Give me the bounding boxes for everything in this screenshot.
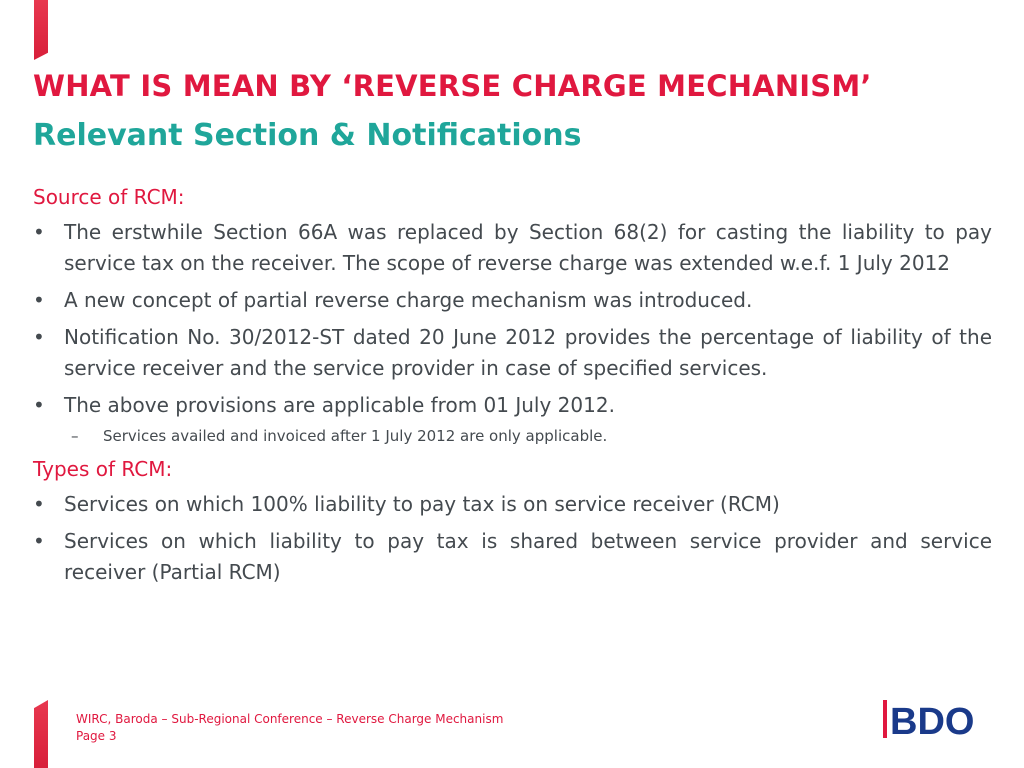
source-bullet-1: • The erstwhile Section 66A was replaced by Section 68(2) for casting the liability to pay service tax on the receiver. The scope of reverse charge was extended w.e.f. 1 July 2012 (33, 217, 992, 279)
source-bullet-3: • Notification No. 30/2012-ST dated 20 June 2012 provides the percentage of liability of the service receiver and the service provider in case of specified services. (33, 322, 992, 384)
bottom-accent-bar (34, 700, 48, 768)
top-accent-bar (34, 0, 48, 60)
footer-event: WIRC, Baroda – Sub-Regional Conference – Reverse Charge Mechanism (76, 712, 504, 726)
slide-title: WHAT IS MEAN BY ‘REVERSE CHARGE MECHANISM’ (33, 69, 872, 103)
source-bullet-4: • The above provisions are applicable from 01 July 2012. (33, 390, 992, 421)
types-bullet-2: • Services on which liability to pay tax is shared between service provider and service receiver (Partial RCM) (33, 526, 992, 588)
logo-text: BDO (890, 701, 975, 742)
types-heading: Types of RCM: (33, 457, 173, 481)
source-heading: Source of RCM: (33, 185, 185, 209)
slide-subtitle: Relevant Section & Notifications (33, 118, 582, 153)
types-bullet-1: • Services on which 100% liability to pay tax is on service receiver (RCM) (33, 489, 992, 520)
bdo-logo-icon (880, 696, 992, 742)
footer (76, 711, 503, 745)
source-sub-bullet: – Services availed and invoiced after 1 July 2012 are only applicable. (33, 423, 992, 449)
footer-page-number: Page 3 (76, 729, 117, 743)
source-bullet-2: • A new concept of partial reverse charge mechanism was introduced. (33, 285, 992, 316)
slide-body (33, 183, 992, 594)
